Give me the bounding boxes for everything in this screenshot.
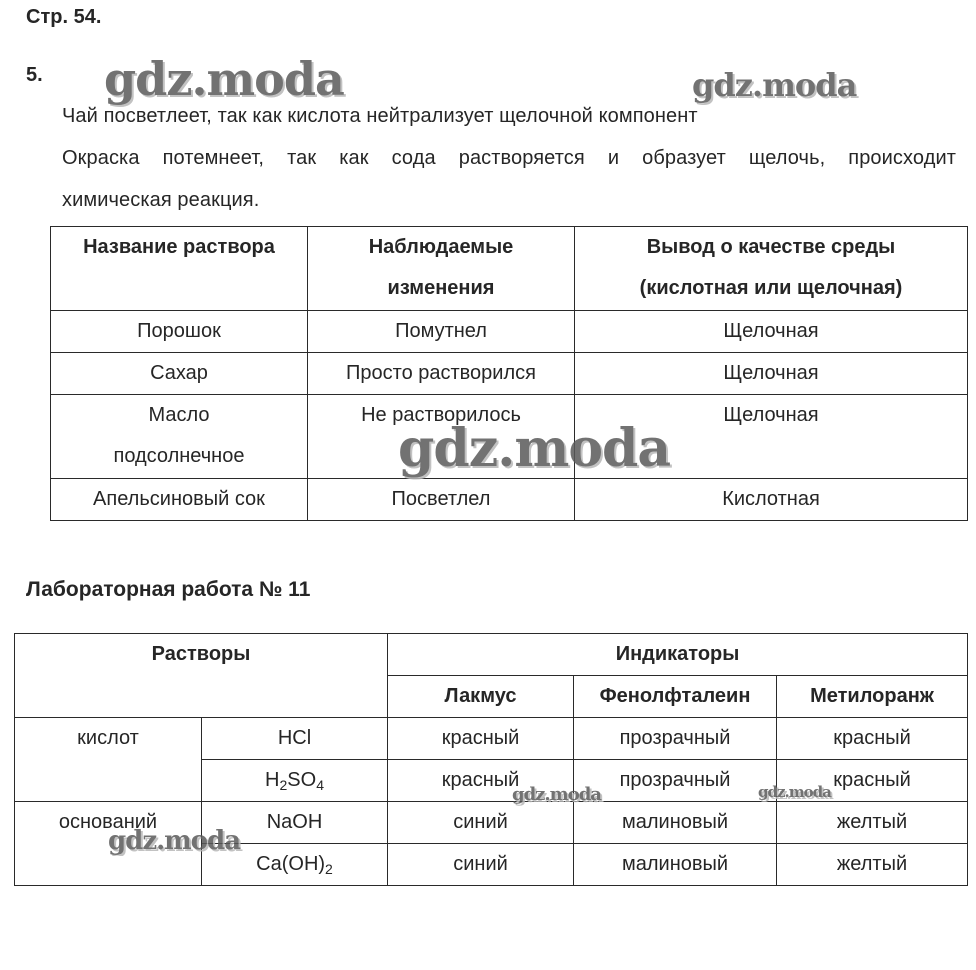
watermark: gdz.moda <box>512 784 601 805</box>
cell-change: Просто растворился <box>308 353 575 395</box>
watermark: gdz.moda <box>104 52 344 106</box>
header-litmus: Лакмус <box>388 676 574 718</box>
cell-litmus: красный <box>388 760 574 802</box>
table-row <box>15 718 968 760</box>
cell-name: Порошок <box>51 311 308 353</box>
cell-name: Апельсиновый сок <box>51 479 308 521</box>
header-medium-conclusion: Вывод о качестве среды (кислотная или щелочная) <box>575 227 968 311</box>
watermark: gdz.moda <box>692 66 857 104</box>
cell-formula: NaOH <box>202 802 388 844</box>
cell-medium: Щелочная <box>575 311 968 353</box>
header-solutions: Растворы <box>15 634 388 718</box>
watermark: gdz.moda <box>758 783 831 801</box>
cell-methyl: красный <box>777 760 968 802</box>
group-acids: кислот <box>15 718 202 802</box>
cell-formula: HCl <box>202 718 388 760</box>
cell-phenol: прозрачный <box>574 760 777 802</box>
cell-phenol: прозрачный <box>574 718 777 760</box>
cell-change: Помутнел <box>308 311 575 353</box>
cell-medium: Щелочная <box>575 353 968 395</box>
watermark: gdz.moda <box>398 418 671 479</box>
cell-formula: $H_2SO_4$ <box>202 760 388 802</box>
cell-phenol: малиновый <box>574 802 777 844</box>
cell-change: Посветлел <box>308 479 575 521</box>
cell-name: Масло подсолнечное <box>51 395 308 479</box>
cell-methyl: желтый <box>777 844 968 886</box>
cell-formula: $Ca(OH)_2$ <box>202 844 388 886</box>
task-number: 5. <box>26 64 43 86</box>
table-header-row <box>15 634 968 676</box>
cell-medium: Щелочная <box>575 395 968 479</box>
table-header-row <box>51 227 968 311</box>
watermark: gdz.moda <box>108 826 241 856</box>
cell-methyl: желтый <box>777 802 968 844</box>
cell-litmus: красный <box>388 718 574 760</box>
answer-paragraph-3: химическая реакция. <box>62 189 260 211</box>
answer-paragraph-2: Окраска потемнеет, так как сода растворяется и образует щелочь, происходит <box>62 147 956 169</box>
header-indicators: Индикаторы <box>388 634 968 676</box>
cell-litmus: синий <box>388 844 574 886</box>
cell-litmus: синий <box>388 802 574 844</box>
table-row <box>51 353 968 395</box>
answer-paragraph-1: Чай посветлеет, так как кислота нейтрализует щелочной компонент <box>62 105 698 127</box>
indicators-table <box>14 633 968 886</box>
page-reference: Стр. 54. <box>26 6 102 28</box>
cell-phenol: малиновый <box>574 844 777 886</box>
table-row <box>15 802 968 844</box>
group-bases: оснований <box>15 802 202 886</box>
header-observed-changes: Наблюдаемые изменения <box>308 227 575 311</box>
cell-methyl: красный <box>777 718 968 760</box>
cell-change: Не растворилось <box>308 395 575 479</box>
cell-medium: Кислотная <box>575 479 968 521</box>
header-phenolphthalein: Фенолфталеин <box>574 676 777 718</box>
lab-work-title: Лабораторная работа № 11 <box>26 578 311 601</box>
table-row <box>51 479 968 521</box>
table-row <box>51 311 968 353</box>
header-methyl-orange: Метилоранж <box>777 676 968 718</box>
cell-name: Сахар <box>51 353 308 395</box>
header-solution-name: Название раствора <box>51 227 308 311</box>
table-row <box>51 395 968 479</box>
observation-table <box>50 226 968 521</box>
